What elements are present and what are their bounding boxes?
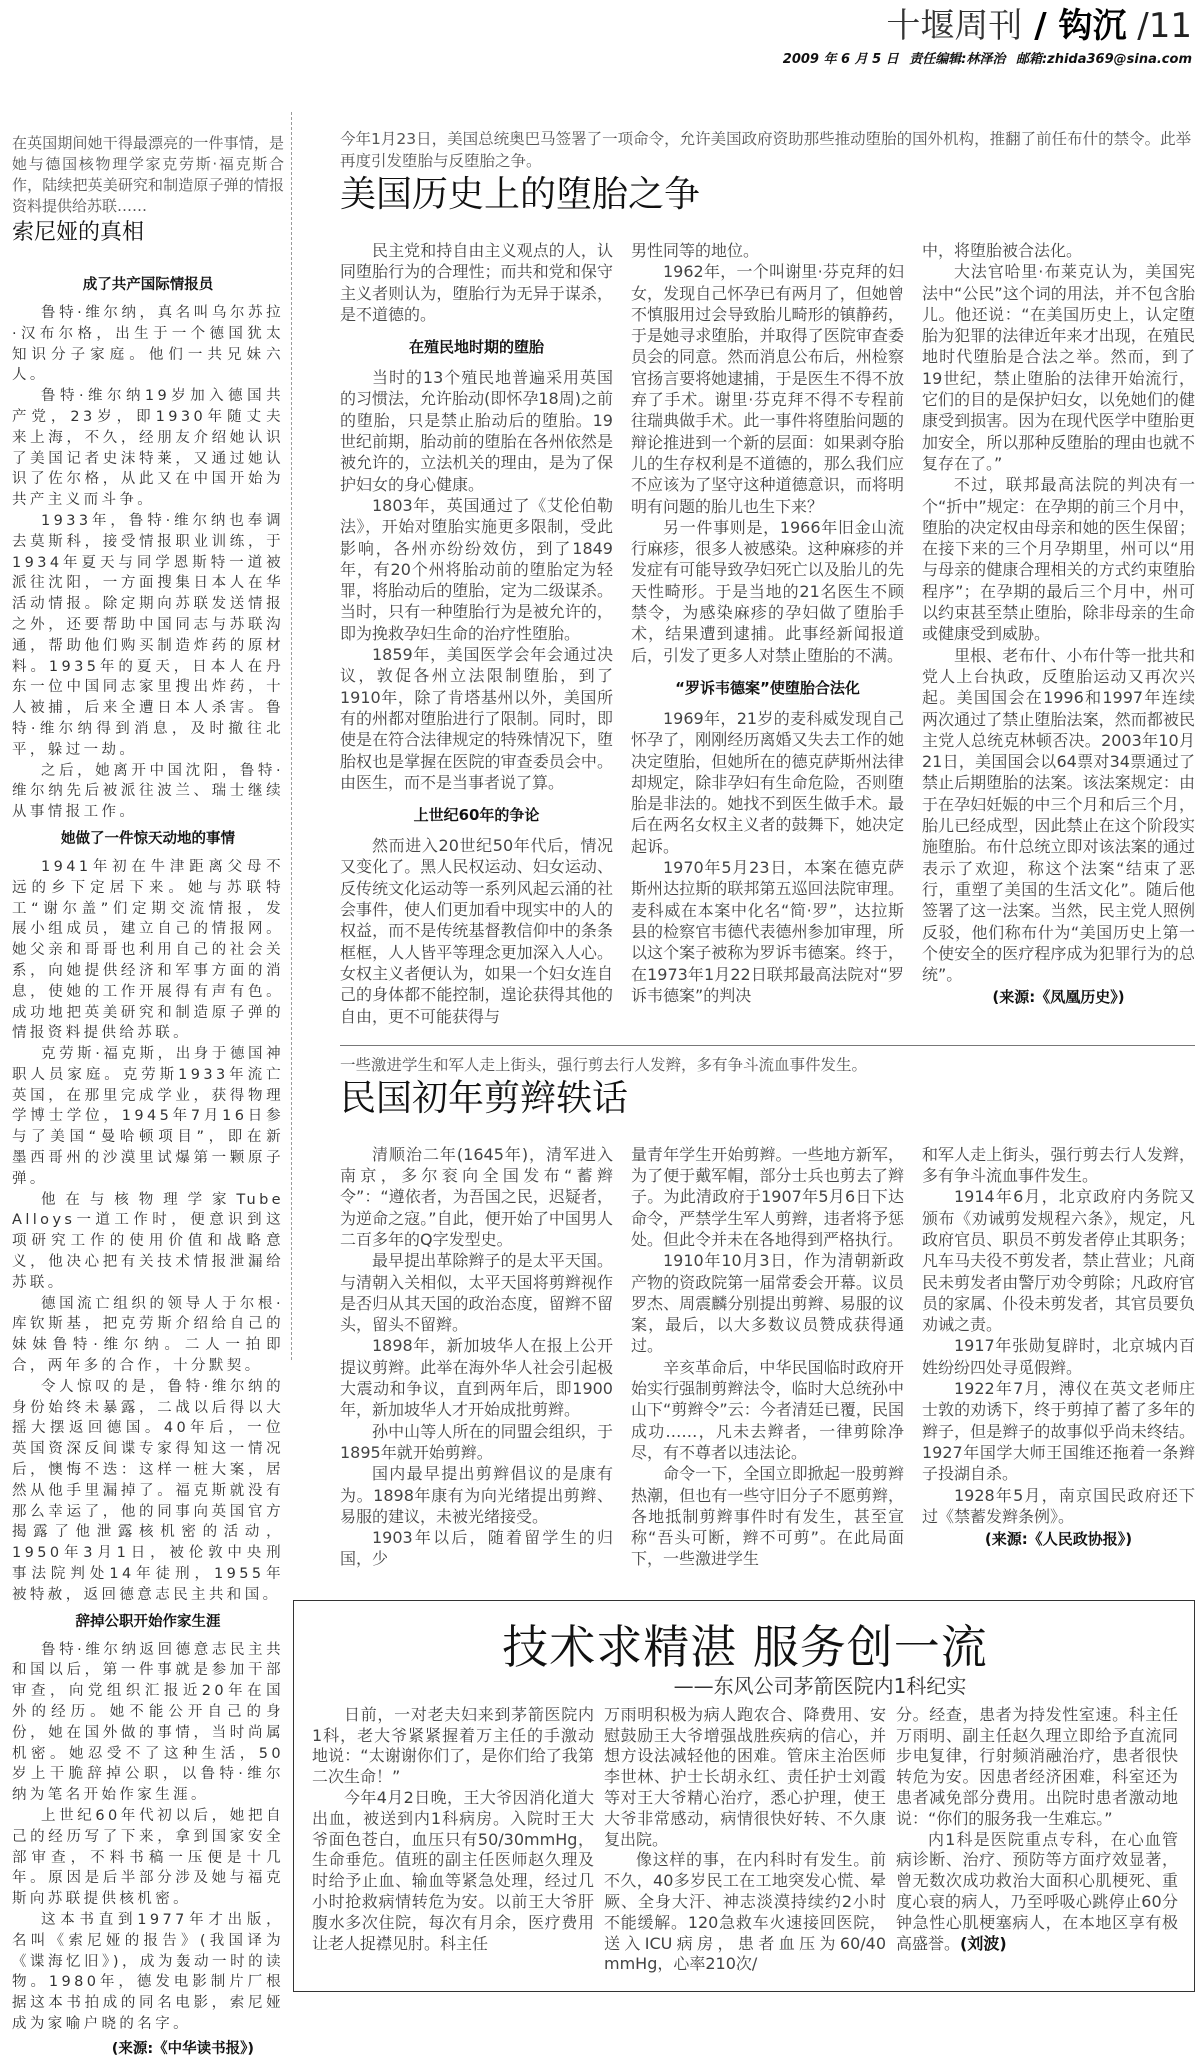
section-heading: 辞掉公职开始作家生涯 — [75, 1613, 221, 1630]
paragraph: 国内最早提出剪辫倡议的是康有为。1898年康有为向光绪提出剪辫、易服的建议，未被光绪接受。 — [340, 1464, 613, 1526]
paragraph: 男性同等的地位。 — [631, 241, 760, 260]
paragraph: 命令一下，全国立即掀起一股剪辫热潮，但也有一些守旧分子不愿剪辫，各地抵制剪辫事件时有发生，甚至宣称“吾头可断，辫不可剪”。在此局面下，一些激进学生 — [631, 1464, 904, 1569]
paragraph: 今年4月2日晚，王大爷因消化道大出血，被送到内1科病房。入院时王大爷面色苍白，血压只有50/30mmHg，生命垂危。值班的副主任医师赵久理及时给予止血、输血等紧急处理，经过几小时抢救病情转危为安。以前王大爷肝腹水多次住院，每次有月余，医疗费用让老人捉襟见肘。科主任 — [312, 1787, 594, 1953]
paragraph: 鲁特·维尔纳19岁加入德国共产党，23岁，即1930年随丈夫来上海，不久，经朋友介绍她认识了美国记者史沫特莱，又通过她认识了佐尔格，从此又在中国开始为共产主义而斗争。 — [12, 388, 284, 509]
section-heading: 上世纪60年的争论 — [413, 806, 540, 825]
paragraph: 克劳斯·福克斯，出身于德国神职人员家庭。克劳斯1933年流亡英国，在那里完成学业，获得物理学博士学位，1945年7月16日参与了美国“曼哈顿项目”，即在新墨西哥州的沙漠里试爆第一颗原子弹。 — [12, 1046, 284, 1187]
article-abortion — [293, 128, 1195, 1027]
article-title: 美国历史上的堕胎之争 — [340, 174, 701, 215]
paragraph: 不过，联邦最高法院的判决有一个“折中”规定：在孕期的前三个月中，堕胎的决定权由母亲和她的医生保留；在接下来的三个月孕期里，州可以“用与母亲的健康合理相关的方式约束堕胎程序”；在孕期的最后三个月中，州可以约束甚至禁止堕胎，除非母亲的生命或健康受到威胁。 — [922, 475, 1195, 644]
paragraph: 令人惊叹的是，鲁特·维尔纳的身份始终未暴露，二战以后得以大摇大摆返回德国。40年后，一位英国资深反间谍专家得知这一情况后，懊悔不迭：这样一桩大案，居然从他手里漏掉了。福克斯就没有那么幸运了，他的同事向英国官方揭露了他泄露核机密的活动，1950年3月1日，被伦敦中央刑事法院判处14年徒刑，1955年被特赦，返回德意志民主共和国。 — [12, 1378, 284, 1603]
paragraph: 1917年张勋复辟时，北京城内百姓纷纷四处寻觅假辫。 — [922, 1336, 1195, 1377]
section-name: 钩沉 — [1058, 6, 1127, 46]
article-source: (来源:《凤凰历史》) — [992, 988, 1125, 1007]
paragraph: 1969年，21岁的麦科威发现自己怀孕了，刚刚经历离婚又失去工作的她决定堕胎，但她所在的德克萨斯州法律却规定，除非孕妇有生命危险，否则堕胎是非法的。她找不到医生做手术。最后在两名女权主义者的鼓舞下，她决定起诉。 — [631, 708, 904, 856]
paragraph: 像这样的事，在内科时有发生。前不久，40多岁民工在工地突发心慌、晕厥、全身大汗、神志淡漠持续约2小时不能缓解。120急救车火速接回医院，送入ICU病房，患者血压为60/40 mmHg，心率210次/ — [604, 1850, 886, 1974]
editor: 责任编辑:林泽治 — [909, 52, 1006, 67]
paragraph: 德国流亡组织的领导人于尔根·库钦斯基，把克劳斯介绍给自己的妹妹鲁特·维尔纳。二人一拍即合，两年多的合作，十分默契。 — [12, 1295, 284, 1375]
paragraph: 1903年以后，随着留学生的归国，少 — [340, 1528, 613, 1569]
paragraph: 量青年学生开始剪辫。一些地方新军，为了便于戴军帽，部分士兵也剪去了辫子。为此清政府于1907年5月6日下达命令，严禁学生军人剪辫，违者将予惩处。但此令并未在各地得到严格执行。 — [631, 1144, 904, 1249]
article-columns — [340, 1144, 1195, 1570]
page-number: 11 — [1148, 6, 1192, 46]
paragraph: 分。经查，患者为持发性室速。科主任万雨明、副主任赵久理立即给予直流同步电复律，行射频消融治疗，患者很快转危为安。因患者经济困难，科室还为患者减免部分费用。出院时患者激动地说：“你们的服务我一生难忘。” — [896, 1704, 1178, 1828]
feature-column — [312, 1705, 594, 1955]
paragraph: 内1科是医院重点专科，在心血管病诊断、治疗、预防等方面疗效显著，曾无数次成功救治大面积心肌梗死、重度心衰的病人，乃至呼吸心跳停止60分钟急性心肌梗塞病人，在本地区享有极高盛誉。(刘波) — [896, 1829, 1178, 1953]
paragraph: 当时的13个殖民地普遍采用英国的习惯法，允许胎动(即怀孕18周)之前的堕胎，只是禁止胎动后的堕胎。19世纪前期，胎动前的堕胎在各州依然是被允许的，立法机关的理由，是为了保护妇女的身心健康。 — [340, 368, 613, 494]
article-column — [922, 1144, 1195, 1549]
paragraph: 1914年6月，北京政府内务院又颁布《劝诫剪发规程六条》，规定，凡政府官员、职员不剪发者停止其职务；凡车马夫役不剪发者，禁止营业；凡商民未剪发者由警厅劝令剪除；凡政府官员的家属、仆役未剪发者，其官员要负劝诫之责。 — [922, 1187, 1195, 1335]
article-column — [922, 240, 1195, 1007]
feature-columns — [312, 1705, 1178, 1975]
paragraph: 和军人走上街头，强行剪去行人发辫，多有争斗流血事件发生。 — [922, 1144, 1195, 1186]
article-source: (来源:《人民政协报》) — [984, 1530, 1133, 1549]
author-byline: (刘波) — [960, 1933, 1007, 1953]
article-queue — [293, 1054, 1195, 1570]
feature-column — [604, 1705, 886, 1975]
paragraph: 然而进入20世纪50年代后，情况又变化了。黑人民权运动、妇女运动、反传统文化运动等一系列风起云涌的社会事件，使人们更加看中现实中的人的权益，而不是传统基督教信仰中的条条框框，人人皆平等理念更加深入人心。女权主义者便认为，如果一个妇女连自己的身体都不能控制，遑论获得其他的自由，更不可能获得与 — [340, 836, 613, 1026]
feature-subtitle: ——东风公司茅箭医院内1科纪实 — [673, 1673, 967, 1698]
paragraph: 1970年5月23日，本案在德克萨斯州达拉斯的联邦第五巡回法院审理。麦科威在本案中化名“简·罗”，达拉斯县的检察官韦德代表德州参加审理，所以这个案子被称为罗诉韦德案。终于，在1973年1月22日联邦最高法院对“罗诉韦德案”的判决 — [631, 858, 904, 1005]
paragraph: 这本书直到1977年才出版，名叫《索尼娅的报告》(我国译为《谍海忆旧》)，成为轰动一时的读物。1980年，德发电影制片厂根据这本书拍成的同名电影，索尼娅成为家喻户晓的名字。 — [12, 1911, 284, 2032]
article-body — [12, 275, 284, 2035]
paragraph: 清顺治二年(1645年)，清军进入南京，多尔衮向全国发布“蓄辫令”：“遵依者，为吾国之民，迟疑者，为逆命之寇。”自此，便开始了中国男人二百多年的Q字发型史。 — [340, 1144, 613, 1249]
publication-name: 十堰周刊 — [886, 6, 1023, 46]
paragraph: 日前，一对老夫妇来到茅箭医院内1科，老大爷紧紧握着万主任的手激动地说：“太谢谢你们了，是你们给了我第二次生命！” — [312, 1704, 594, 1787]
article-title: 索尼娅的真相 — [12, 220, 145, 245]
section-heading: 在殖民地时期的堕胎 — [408, 338, 544, 357]
paragraph: 1962年，一个叫谢里·芬克拜的妇女，发现自己怀孕已有两月了，但她曾不慎服用过会导致胎儿畸形的镇静药，于是她寻求堕胎，并取得了医院审查委员会的同意。然而消息公布后，州检察官扬言要将她逮捕，于是医生不得不放弃了手术。谢里·芬克拜不得不专程前往瑞典做手术。此一事件将堕胎问题的辩论推进到一个新的层面：如果剥夺胎儿的生存权利是不道德的，那么我们应不应该为了坚守这种道德意识，而将明明有问题的胎儿也生下来？ — [631, 262, 904, 516]
article-source: (来源:《中华读书报》) — [111, 2040, 254, 2057]
feature-title: 技术求精湛 服务创一流 — [502, 1619, 988, 1674]
article-column — [340, 1144, 613, 1570]
paragraph: 1941年初在牛津距离父母不远的乡下定居下来。她与苏联特工“谢尔盖”们定期交流情报，发展小组成员，建立自己的情报网。她父亲和哥哥也利用自己的社会关系，向她提供经济和军事方面的消息，使她的工作开展得有声有色。成功地把英美研究和制造原子弹的情报资料提供给苏联。 — [12, 858, 284, 1042]
paragraph: 大法官哈里·布莱克认为，美国宪法中“公民”这个词的用法，并不包含胎儿。他还说：“在美国历史上，认定堕胎为犯罪的法律近年来才出现，在殖民地时代堕胎是合法之举。然而，到了19世纪，禁止堕胎的法律开始流行，它们的目的是保护妇女，以免她们的健康受到损害。因为在现代医学中堕胎更加安全，所以那种反堕胎的理由也就不复存在了。” — [922, 262, 1195, 473]
feature-box — [293, 1600, 1195, 1992]
main-area — [293, 128, 1195, 1992]
article-lead: 一些激进学生和军人走上街头，强行剪去行人发辫，多有争斗流血事件发生。 — [340, 1055, 868, 1074]
editor-email: 邮箱:zhida369@sina.com — [1015, 52, 1192, 67]
article-column — [631, 1144, 904, 1570]
paragraph: 万雨明积极为病人跑农合、降费用、安慰鼓励王大爷增强战胜疾病的信心，并想方设法减轻他的困难。管床主治医师李世林、护士长胡永红、责任护士刘霞等对王大爷精心治疗，悉心护理，使王大爷非常感动，病情很快好转、不久康复出院。 — [604, 1704, 886, 1849]
paragraph: 孙中山等人所在的同盟会组织，于1895年就开始剪辫。 — [340, 1421, 613, 1462]
section-heading: 成了共产国际情报员 — [82, 277, 214, 293]
article-column — [340, 240, 613, 1027]
paragraph: 1922年7月，溥仪在英文老师庄士敦的劝诱下，终于剪掉了蓄了多年的辫子，但是辫子的故事似乎尚未终结。1927年国学大师王国维还拖着一条辫子投湖自杀。 — [922, 1379, 1195, 1484]
article-title: 民国初年剪辫轶话 — [340, 1077, 629, 1119]
paragraph: 1928年5月，南京国民政府还下过《禁蓄发辫条例》。 — [922, 1485, 1195, 1526]
paragraph: 1898年，新加坡华人在报上公开提议剪辫。此举在海外华人社会引起极大震动和争议，直到两年后，即1900年，新加坡华人才开始成批剪辫。 — [340, 1336, 613, 1420]
paragraph: 最早提出革除辫子的是太平天国。与清朝入关相似，太平天国将剪辫视作是否归从其天国的政治态度，留辫不留头，留头不留辫。 — [340, 1251, 613, 1335]
issue-date: 2009 年 6 月 5 日 — [782, 52, 899, 67]
article-lead: 今年1月23日，美国总统奥巴马签署了一项命令，允许美国政府资助那些推动堕胎的国外机构，推翻了前任布什的禁令。此举再度引发堕胎与反堕胎之争。 — [340, 130, 1192, 170]
paragraph: 他在与核物理学家Tube Alloys一道工作时，便意识到这项研究工作的使用价值和战略意义，他决心把有关技术情报泄漏给苏联。 — [12, 1191, 284, 1291]
paragraph: 鲁特·维尔纳，真名叫乌尔苏拉·汉布尔格，出生于一个德国犹太知识分子家庭。他们一共兄妹六人。 — [12, 305, 284, 384]
paragraph: 1933年，鲁特·维尔纳也奉调去莫斯科，接受情报职业训练，于1934年夏天与同学恩斯特一道被派往沈阳，一方面搜集日本人在华活动情报。除定期向苏联发送情报之外，还要帮助中国同志与苏联沟通，帮助他们购买制造炸药的原材料。1935年的夏天，日本人在丹东一位中国同志家里搜出炸药，十人被捕，后来全遭日本人杀害。鲁特·维尔纳得到消息，及时撤往北平，躲过一劫。 — [12, 512, 284, 758]
paragraph: 另一件事则是，1966年旧金山流行麻疹，很多人被感染。这种麻疹的并发症有可能导致孕妇死亡以及胎儿的先天性畸形。于是当地的21名医生不顾禁令，为感染麻疹的孕妇做了堕胎手术，结果遭到逮捕。此事经新闻报道后，引发了更多人对禁止堕胎的不满。 — [631, 517, 904, 665]
dateline — [777, 52, 1192, 68]
column-divider — [291, 112, 292, 1360]
paragraph: 1803年，英国通过了《艾伦伯勒法》，开始对堕胎实施更多限制，受此影响，各州亦纷纷效仿，到了1849年，有20个州将胎动前的堕胎定为轻罪，将胎动后的堕胎，定为二级谋杀。当时，只有一种堕胎行为是被允许的，即为挽救孕妇生命的治疗性堕胎。 — [340, 495, 613, 643]
paragraph: 辛亥革命后，中华民国临时政府开始实行强制剪辫法令，临时大总统孙中山下“剪辫令”云：今者清廷已覆，民国成功……，凡未去辫者，一律剪除净尽，有不尊者以违法论。 — [631, 1357, 904, 1462]
paragraph: 1859年，美国医学会年会通过决议，敦促各州立法限制堕胎，到了1910年，除了肯塔基州以外，美国所有的州都对堕胎进行了限制。同时，即使是在符合法律规定的特殊情况下，堕胎权也是掌握在医院的审查委员会中。由医生，而不是当事者说了算。 — [340, 645, 613, 792]
paragraph: 上世纪60年代初以后，她把自己的经历写了下来，拿到国家安全部审查，不料书稿一压便是十几年。原因是后半部分涉及她与福克斯向苏联提供核机密。 — [12, 1807, 284, 1908]
paragraph: 民主党和持自由主义观点的人，认同堕胎行为的合理性；而共和党和保守主义者则认为，堕胎行为无异于谋杀，是不道德的。 — [340, 241, 613, 324]
paragraph: 之后，她离开中国沈阳，鲁特·维尔纳先后被派往波兰、瑞士继续从事情报工作。 — [12, 762, 284, 821]
article-sonia — [12, 133, 284, 2059]
paragraph: 1910年10月3日，作为清朝新政产物的资政院第一届常委会开幕。议员罗杰、周震麟分别提出剪辫、易服的议案，最后，以大多数议员赞成获得通过。 — [631, 1251, 904, 1356]
section-heading: 她做了一件惊天动地的事情 — [61, 830, 235, 847]
feature-column — [896, 1705, 1178, 1955]
article-columns — [340, 240, 1195, 1027]
article-column — [631, 240, 904, 1006]
section-heading: “罗诉韦德案”使堕胎合法化 — [675, 678, 860, 697]
paragraph: 里根、老布什、小布什等一批共和党人上台执政，反堕胎运动又再次兴起。美国国会在1996和1997年连续两次通过了禁止堕胎法案，然而都被民主党人总统克林顿否决。2003年10月21日，美国国会以64票对34票通过了禁止后期堕胎的法案。该法案规定：由于在孕妇妊娠的中三个月和后三个月，胎儿已经成型，因此禁止在这个阶段实施堕胎。布什总统立即对该法案的通过表示了欢迎，称这个法案“结束了恶行，重塑了美国的生活文化”。随后他签署了这一法案。当然，民主党人照例反驳，他们称布什为“美国历史上第一个使安全的医疗程序成为犯罪行为的总统”。 — [922, 645, 1195, 985]
article-intro: 在英国期间她干得最漂亮的一件事情，是她与德国核物理学家克劳斯·福克斯合作，陆续把英美研究和制造原子弹的情报资料提供给苏联…… — [12, 134, 284, 215]
paragraph: 鲁特·维尔纳返回德意志民主共和国以后，第一件事就是参加干部审查，向党组织汇报近20年在国外的经历。她不能公开自己的身份，她在国外做的事情，当时尚属机密。她忍受不了这种生活，50岁上干脆辞掉公职，以鲁特·维尔纳为笔名开始作家生涯。 — [12, 1641, 284, 1804]
masthead: 十堰周刊 / 钩沉 /11 — [886, 6, 1192, 46]
paragraph: 中，将堕胎被合法化。 — [922, 241, 1083, 260]
article-divider — [340, 1045, 1195, 1046]
